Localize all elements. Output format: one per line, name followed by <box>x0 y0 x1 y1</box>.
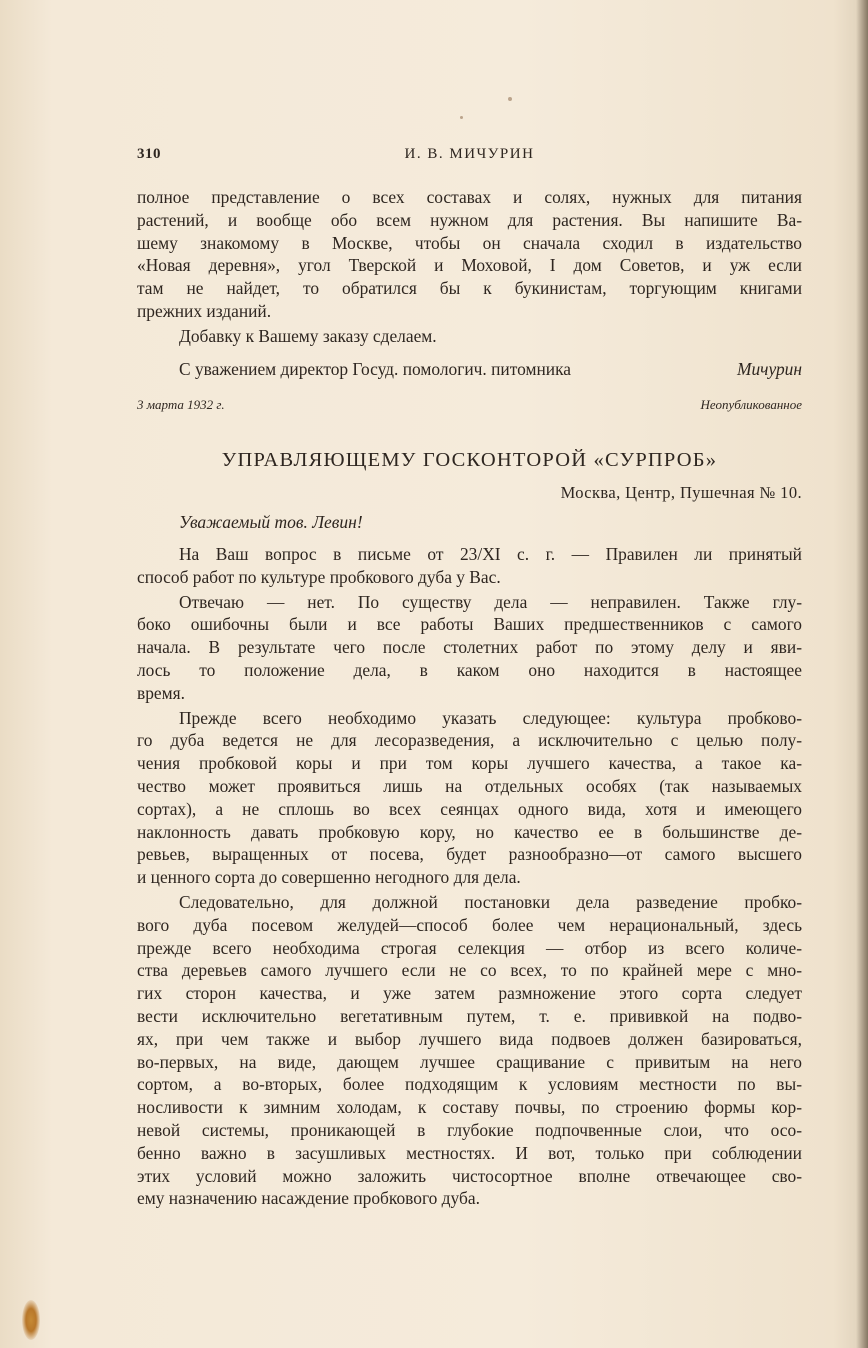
text-line: ства деревьев самого лучшего если не со всех, то по крайней мере с мно- <box>137 960 802 981</box>
publication-note: Неопубликованное <box>700 397 802 412</box>
text-line: На Ваш вопрос в письме от 23/XI с. г. — Правилен ли принятый <box>179 544 802 564</box>
print-speck <box>460 116 463 119</box>
salutation: Уважаемый тов. Левин! <box>179 512 363 532</box>
text-line: способ работ по культуре пробкового дуба у Вас. <box>137 566 501 587</box>
text-line: невой системы, проникающей в глубокие подпочвенные слои, что осо- <box>137 1119 802 1140</box>
text-line: чения пробковой коры и при том коры лучшего качества, а такое ка- <box>137 753 802 774</box>
letter1-body <box>137 186 802 380</box>
text-line: Следовательно, для должной постановки дела разведение пробко- <box>179 891 802 912</box>
text-line: ему назначению насаждение пробкового дуба. <box>137 1188 480 1209</box>
page-number: 310 <box>137 146 161 162</box>
closing-text: С уважением директор Госуд. помологич. питомника <box>179 358 571 379</box>
text-line: сортом, а во-вторых, более подходящим к условиям местности по вы- <box>137 1074 802 1095</box>
letter1-footer <box>137 397 802 413</box>
text-line: носливости к зимним холодам, к составу почвы, по строению формы кор- <box>137 1097 802 1118</box>
text-line: время. <box>137 682 185 703</box>
text-line: вести исключительно вегетативным путем, т. е. прививкой на подво- <box>137 1005 802 1026</box>
text-line: растений, и вообще обо всем нужном для растения. Вы напишите Ва- <box>137 209 802 230</box>
text-line: Отвечаю — нет. По существу дела — неправилен. Также глу- <box>179 591 802 612</box>
text-line: вого дуба посевом желудей—способ более чем нерациональный, здесь <box>137 914 802 935</box>
text-line: прежде всего необходима строгая селекция — отбор из всего количе- <box>137 937 802 958</box>
text-line: и ценного сорта до совершенно негодного для дела. <box>137 867 521 888</box>
text-line: там не найдет, то обратился бы к букинистам, торгующим книгами <box>137 278 802 299</box>
text-line: го дуба ведется не для лесоразведения, а исключительно с целью полу- <box>137 730 802 751</box>
text-line: боко ошибочны были и все работы Ваших предшественников с самого <box>137 614 802 635</box>
recipient-address: Москва, Центр, Пушечная № 10. <box>560 483 802 502</box>
text-line: лось то положение дела, в каком оно находится в настоящее <box>137 659 802 680</box>
text-line: ревьев, выращенных от посева, будет разнообразно—от самого высшего <box>137 844 802 865</box>
page-header <box>137 146 802 168</box>
text-line: ях, при чем также и выбор лучшего вида подвоев должен базироваться, <box>137 1028 802 1049</box>
letter-heading: УПРАВЛЯЮЩЕМУ ГОСКОНТОРОЙ «СУРПРОБ» <box>221 449 718 471</box>
paragraph <box>137 891 802 1210</box>
text-line: полное представление о всех составах и солях, нужных для питания <box>137 187 802 207</box>
closing-line <box>137 358 802 381</box>
text-line: сортах), а не сплошь во всех сеянцах одного вида, хотя и имеющего <box>137 798 802 819</box>
print-speck <box>508 97 512 101</box>
text-line: «Новая деревня», угол Тверской и Моховой, I дом Советов, и уж если <box>137 255 802 276</box>
text-line: гих сторон качества, и уже затем размножение этого сорта следует <box>137 983 802 1004</box>
text-line: начала. В результате чего после столетних работ по этому делу и яви- <box>137 637 802 658</box>
letter-date: 3 марта 1932 г. <box>137 397 225 412</box>
paper-stain <box>22 1300 40 1340</box>
text-line: чество может проявиться лишь на отдельных особях (так называемых <box>137 775 802 796</box>
paragraph <box>137 591 802 705</box>
text-line: бенно важно в засушливых местностях. И вот, только при соблюдении <box>137 1142 802 1163</box>
page-edge-shadow <box>856 0 868 1348</box>
paragraph <box>137 707 802 889</box>
text-line: прежних изданий. <box>137 300 272 321</box>
text-line: этих условий можно заложить чистосортное вполне отвечающее сво- <box>137 1165 802 1186</box>
letter2-body <box>137 543 802 1210</box>
text-line: Прежде всего необходимо указать следующее: культура пробково- <box>179 707 802 728</box>
text-line: Добавку к Вашему заказу сделаем. <box>179 325 437 346</box>
signature: Мичурин <box>737 358 802 379</box>
running-title: И. В. МИЧУРИН <box>404 146 535 162</box>
text-line: наклонность давать пробковую кору, но качество ее в большинстве де- <box>137 821 802 842</box>
text-line: во-первых, на виде, дающем лучшее сращивание с привитым на него <box>137 1051 802 1072</box>
text-line: шему знакомому в Москве, чтобы он сначала сходил в издательство <box>137 232 802 253</box>
paragraph <box>137 543 802 589</box>
